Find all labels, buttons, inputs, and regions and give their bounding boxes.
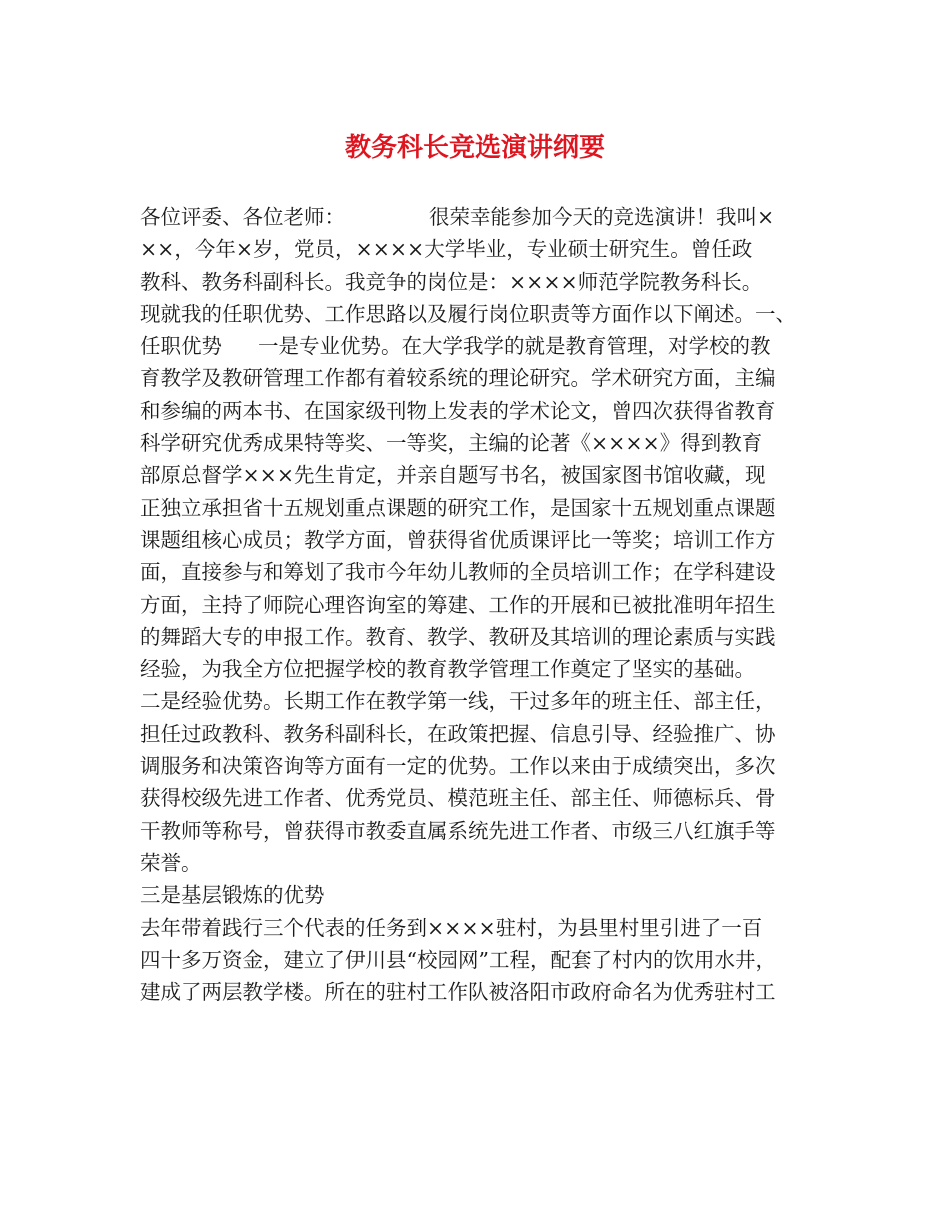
body-line: 四十多万资金，建立了伊川县“校园网”工程，配套了村内的饮用水井， xyxy=(140,947,776,972)
section-heading-line: 三是基层锻炼的优势 xyxy=(140,883,325,908)
body-line: 正独立承担省十五规划重点课题的研究工作，是国家十五规划重点课题 xyxy=(140,495,776,520)
body-line: 现就我的任职优势、工作思路以及履行岗位职责等方面作以下阐述。一、 xyxy=(140,301,796,326)
body-line: 获得校级先进工作者、优秀党员、模范班主任、部主任、师德标兵、骨 xyxy=(140,786,776,811)
body-line: 面，直接参与和筹划了我市今年幼儿教师的全员培训工作；在学科建设 xyxy=(140,560,776,585)
body-line: 的舞蹈大专的申报工作。教育、教学、教研及其培训的理论素质与实践 xyxy=(140,624,776,649)
body-line: 二是经验优势。长期工作在教学第一线，干过多年的班主任、部主任， xyxy=(140,689,776,714)
body-line: ××，今年×岁，党员，××××大学毕业，专业硕士研究生。曾任政 xyxy=(140,237,753,262)
body-line: 经验，为我全方位把握学校的教育教学管理工作奠定了坚实的基础。 xyxy=(140,657,755,682)
body-line: 课题组核心成员；教学方面，曾获得省优质课评比一等奖；培训工作方 xyxy=(140,527,776,552)
body-line: 调服务和决策咨询等方面有一定的优势。工作以来由于成绩突出，多次 xyxy=(140,754,776,779)
document-title: 教务科长竞选演讲纲要 xyxy=(344,133,605,163)
body-text-fragment: 一是专业优势。在大学我学的就是教育管理，对学校的教 xyxy=(258,334,771,359)
body-line: 科学研究优秀成果特等奖、一等奖，主编的论著《××××》得到教育 xyxy=(140,431,763,456)
document-body xyxy=(140,201,815,1008)
body-line: 部原总督学×××先生肯定，并亲自题写书名，被国家图书馆收藏，现 xyxy=(140,463,766,488)
body-line: 担任过政教科、教务科副科长，在政策把握、信息引导、经验推广、协 xyxy=(140,721,776,746)
body-line: 方面，主持了师院心理咨询室的筹建、工作的开展和已被批准明年招生 xyxy=(140,592,776,617)
body-line: 去年带着践行三个代表的任务到××××驻村，为县里村里引进了一百 xyxy=(140,915,763,940)
body-line xyxy=(140,201,815,233)
body-line: 干教师等称号，曾获得市教委直属系统先进工作者、市级三八红旗手等 xyxy=(140,818,776,843)
body-line: 教科、教务科副科长。我竞争的岗位是：××××师范学院教务科长。 xyxy=(140,269,763,294)
body-line: 育教学及教研管理工作都有着较系统的理论研究。学术研究方面，主编 xyxy=(140,366,776,391)
body-line: 建成了两层教学楼。所在的驻村工作队被洛阳市政府命名为优秀驻村工 xyxy=(140,980,776,1005)
body-line xyxy=(140,330,815,362)
greeting: 各位评委、各位老师： xyxy=(140,205,345,229)
body-text-fragment: 很荣幸能参加今天的竞选演讲！我叫× xyxy=(429,205,775,229)
section-heading: 任职优势 xyxy=(140,334,222,359)
body-line: 荣誉。 xyxy=(140,850,202,875)
body-line: 和参编的两本书、在国家级刊物上发表的学术论文，曾四次获得省教育 xyxy=(140,398,776,423)
